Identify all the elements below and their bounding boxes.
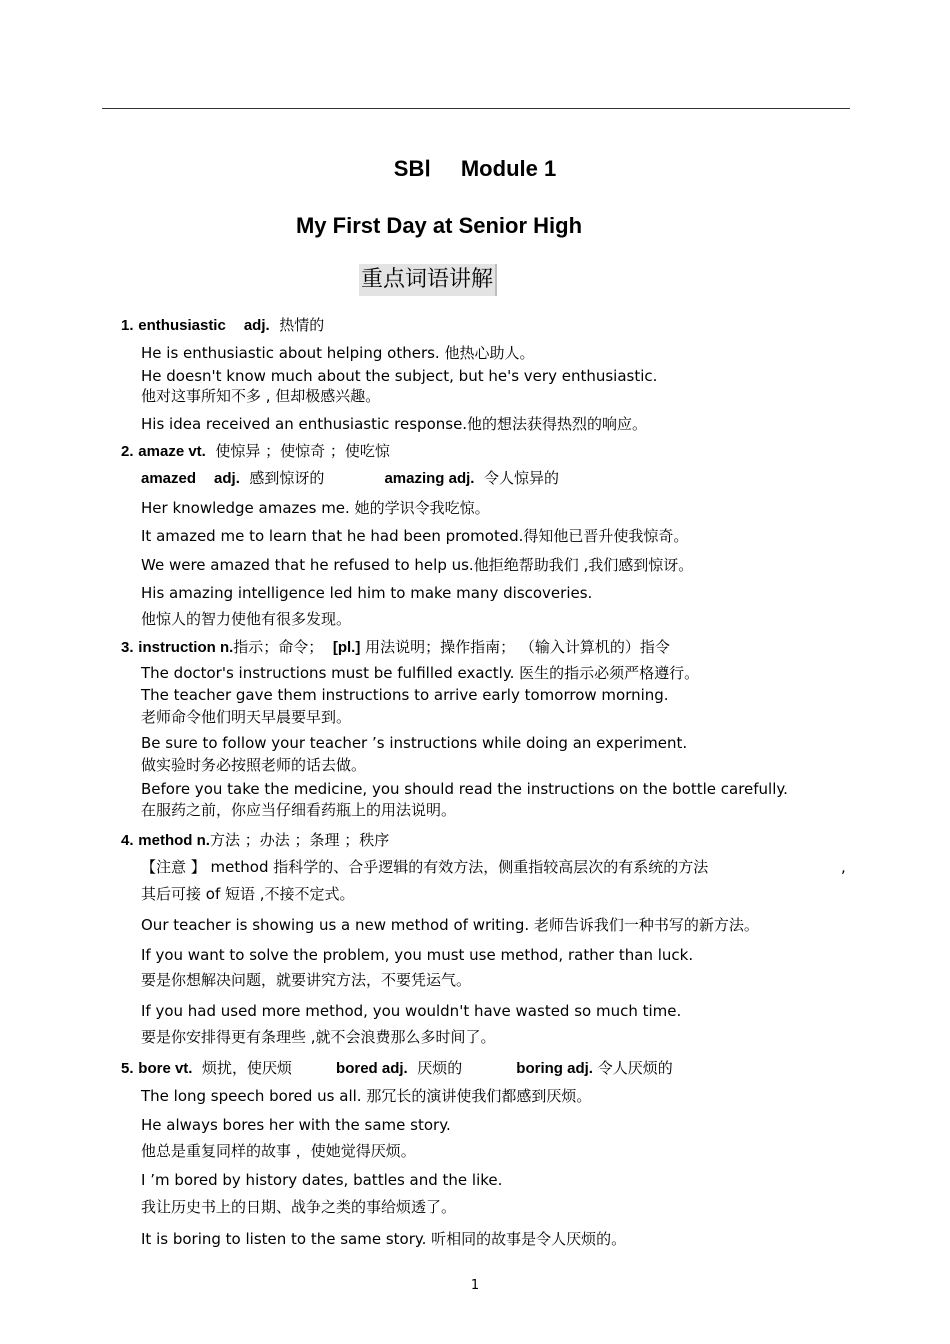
usage-note-comma: , — [841, 858, 846, 876]
header-rule — [102, 108, 850, 109]
example-line: 他对这事所知不多 , 但却极感兴趣。 — [141, 387, 381, 405]
example-line: He is enthusiastic about helping others. 他热心助人。 — [141, 344, 535, 362]
doc-title — [0, 156, 950, 182]
example-line: 做实验时务必按照老师的话去做。 — [141, 756, 367, 774]
entry-head-2: 2. amaze vt. 使惊异 ；使惊奇 ；使吃惊 — [121, 442, 390, 460]
example-line: 老师命令他们明天早晨要早到。 — [141, 708, 352, 726]
example-line: The long speech bored us all. 那冗长的演讲使我们都感到厌烦。 — [141, 1087, 592, 1105]
entry-head-3: 3. instruction n.指示；命令； [pl.] 用法说明；操作指南； （输入计算机的）指令 — [121, 638, 670, 656]
entry-sub-2: amazed adj. 感到惊讶的 amazing adj. 令人惊异的 — [141, 469, 560, 487]
example-line: Her knowledge amazes me. 她的学识令我吃惊。 — [141, 499, 490, 517]
example-line: Be sure to follow your teacher ’s instructions while doing an experiment. — [141, 734, 688, 752]
entry-head-5: 5. bore vt. 烦扰，使厌烦 bored adj. 厌烦的 boring adj. 令人厌烦的 — [121, 1059, 673, 1077]
example-line: 他总是重复同样的故事 ，使她觉得厌烦。 — [141, 1142, 416, 1160]
example-line: We were amazed that he refused to help us.他拒绝帮助我们 ,我们感到惊讶。 — [141, 556, 694, 574]
entry-head-1: 1. enthusiastic adj. 热情的 — [121, 316, 325, 334]
example-line: 要是你安排得更有条理些 ,就不会浪费那么多时间了。 — [141, 1028, 496, 1046]
page-number: 1 — [470, 1278, 480, 1293]
example-line: He always bores her with the same story. — [141, 1116, 451, 1134]
example-line: His idea received an enthusiastic response.他的想法获得热烈的响应。 — [141, 415, 648, 433]
title-module: Module 1 — [460, 156, 557, 181]
example-line: 他惊人的智力使他有很多发现。 — [141, 610, 352, 628]
section-title: 重点词语讲解 — [359, 264, 497, 296]
example-line: His amazing intelligence led him to make many discoveries. — [141, 584, 593, 602]
example-line: It amazed me to learn that he had been promoted.得知他已晋升使我惊奇。 — [141, 527, 689, 545]
example-line: 要是你想解决问题，就要讲究方法，不要凭运气。 — [141, 971, 472, 989]
example-line: If you had used more method, you wouldn't have wasted so much time. — [141, 1002, 682, 1020]
example-line: 其后可接 of 短语 ,不接不定式。 — [141, 885, 355, 903]
example-line: He doesn't know much about the subject, but he's very enthusiastic. — [141, 367, 658, 385]
example-line: I ’m bored by history dates, battles and the like. — [141, 1171, 503, 1189]
example-line: Before you take the medicine, you should read the instructions on the bottle carefully. — [141, 780, 788, 798]
example-line: Our teacher is showing us a new method of writing. 老师告诉我们一种书写的新方法。 — [141, 916, 759, 934]
example-line: 我让历史书上的日期、战争之类的事给烦透了。 — [141, 1198, 457, 1216]
entry-head-4: 4. method n.方法 ；办法 ；条理 ；秩序 — [121, 831, 390, 849]
doc-subtitle: My First Day at Senior High — [295, 213, 583, 238]
example-line: The teacher gave them instructions to arrive early tomorrow morning. — [141, 686, 669, 704]
example-line: The doctor's instructions must be fulfilled exactly. 医生的指示必须严格遵行。 — [141, 664, 700, 682]
example-line: It is boring to listen to the same story. 听相同的故事是令人厌烦的。 — [141, 1230, 627, 1248]
title-book: SBⅠ — [393, 156, 431, 181]
example-line: 在服药之前，你应当仔细看药瓶上的用法说明。 — [141, 801, 457, 819]
usage-note: 【注意 】 method 指科学的、合乎逻辑的有效方法，侧重指较高层次的有系统的方法 — [141, 858, 709, 876]
example-line: If you want to solve the problem, you must use method, rather than luck. — [141, 946, 694, 964]
